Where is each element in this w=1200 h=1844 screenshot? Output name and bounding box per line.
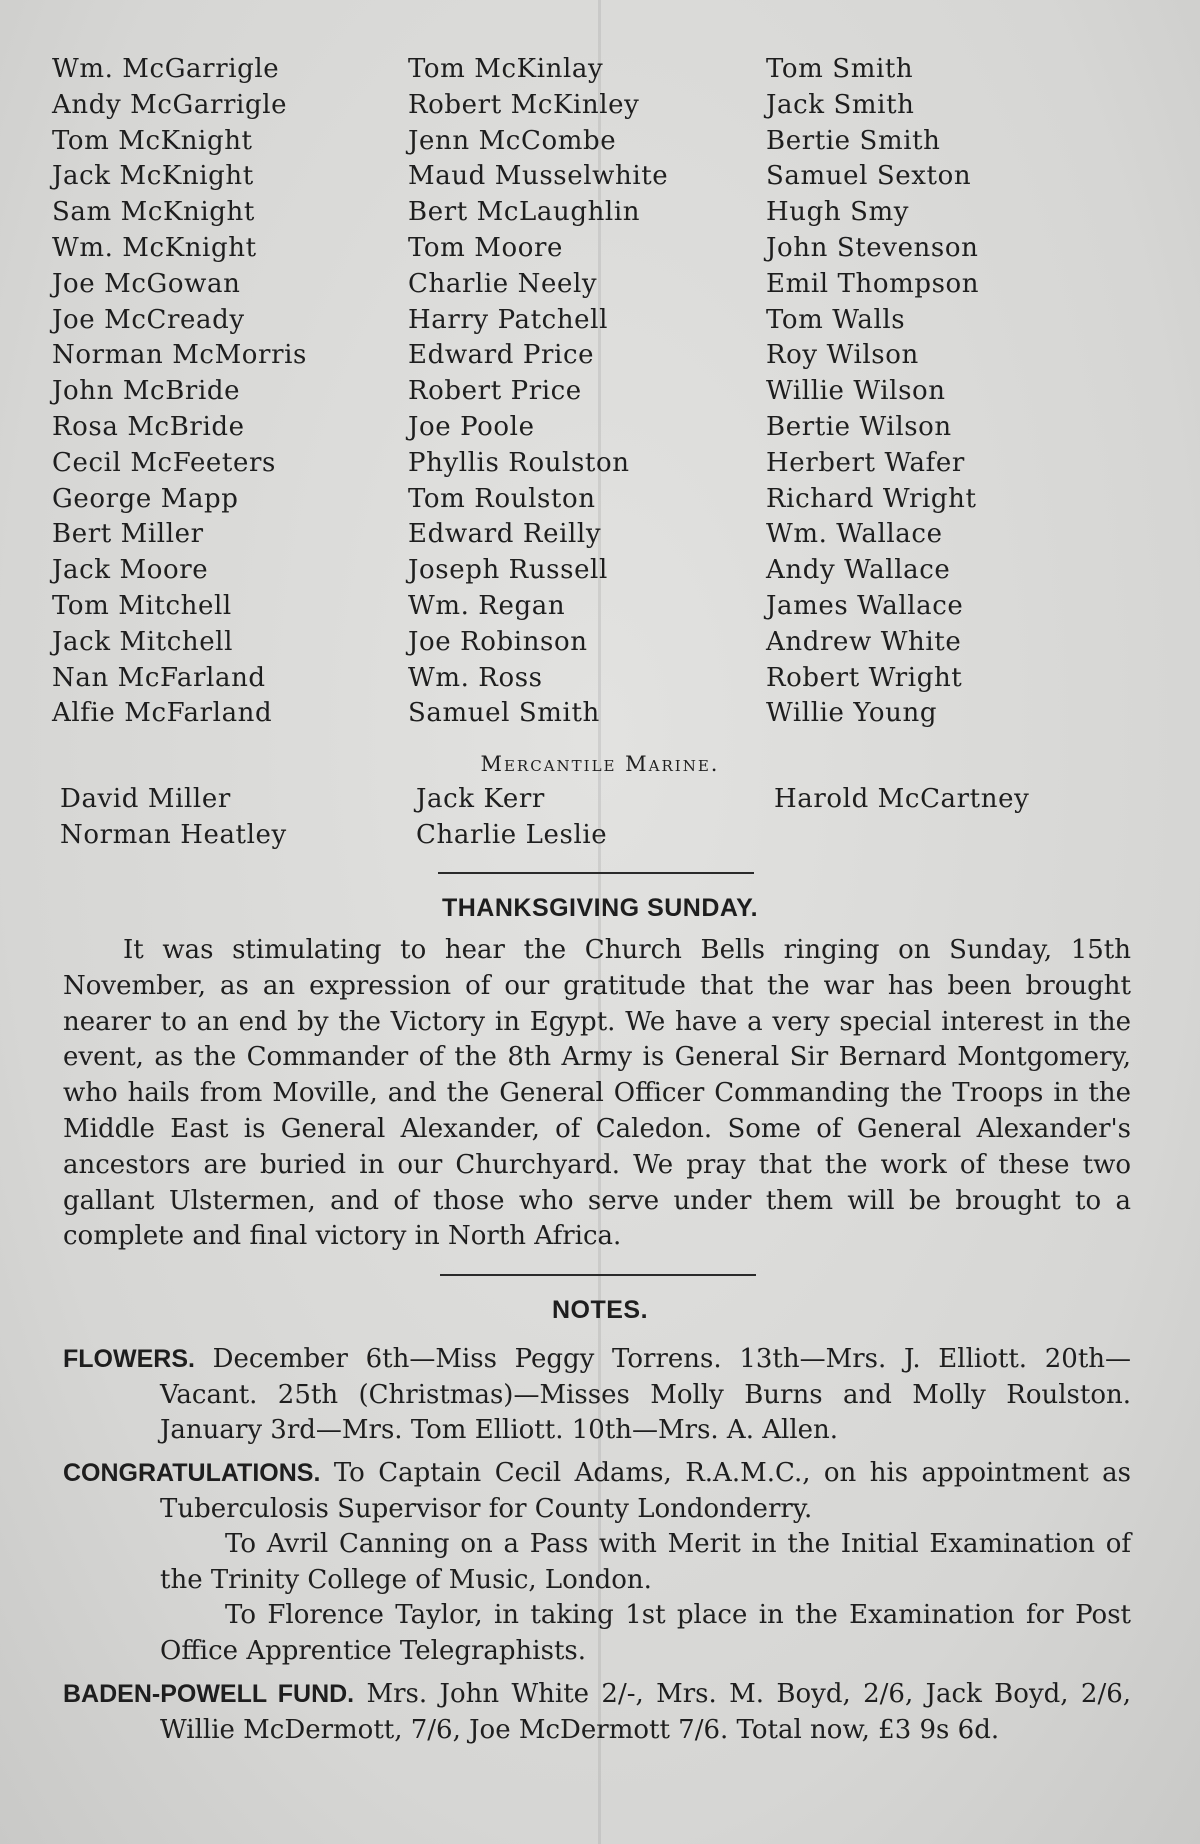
name-entry: Tom Mitchell xyxy=(52,590,232,621)
name-entry: Tom McKinlay xyxy=(408,54,604,84)
name-entry: Phyllis Roulston xyxy=(408,447,630,478)
name-entry: Jack Kerr xyxy=(416,784,545,814)
roll-of-names xyxy=(52,52,1152,732)
name-entry: David Miller xyxy=(60,784,231,814)
name-entry: Alfie McFarland xyxy=(52,698,273,729)
name-entry: Sam McKnight xyxy=(52,197,255,228)
names-column-1 xyxy=(52,52,408,732)
mercantile-marine-heading: Mercantile Marine. xyxy=(480,752,720,776)
name-entry: Jenn McCombe xyxy=(408,125,617,156)
name-entry: Emil Thompson xyxy=(766,268,980,299)
name-entry: Jack Smith xyxy=(766,89,915,120)
mercantile-column-1 xyxy=(60,782,416,854)
name-entry: Bert Miller xyxy=(52,519,204,550)
thanksgiving-paragraph xyxy=(63,933,1131,1255)
note-congratulations-2: To Avril Canning on a Pass with Merit in the Initial Examination of the Trinity College of Music, London. xyxy=(160,1529,1131,1595)
name-entry: Hugh Smy xyxy=(766,197,910,228)
note-flowers-text: December 6th—Miss Peggy Torrens. 13th—Mrs. J. Elliott. 20th—Vacant. 25th (Christmas)—Misses Molly Burns and Molly Roulston. January 3rd—Mrs. Tom Elliott. 10th—Mrs. A. Allen. xyxy=(160,1344,1132,1445)
names-column-3 xyxy=(766,52,1146,732)
name-entry: Norman McMorris xyxy=(52,340,307,371)
thanksgiving-body: It was stimulating to hear the Church Bells ringing on Sunday, 15th November, as an expression of our gratitude that the war has been brought nearer to an end by the Victory in Egypt. We have a very special interest in the event, as the Commander of the 8th Army is General Sir Bernard Montgomery, who hails from Moville, and the General Officer Commanding the Troops in the Middle East is General Alexander, of Caledon. Some of General Alexander's ancestors are buried in our Churchyard. We pray that the work of these two gallant Ulstermen, and of those who serve under them will be brought to a complete and final victory in North Africa. xyxy=(63,935,1131,1252)
name-entry: Joe Robinson xyxy=(408,626,588,657)
mercantile-column-2 xyxy=(416,782,774,854)
name-entry: Andrew White xyxy=(766,626,962,657)
name-entry: Charlie Leslie xyxy=(416,819,608,850)
name-entry: Jack McKnight xyxy=(52,161,254,192)
name-entry: Harry Patchell xyxy=(408,304,608,335)
name-entry: Wm. McGarrigle xyxy=(52,54,280,84)
note-flowers-label: FLOWERS. xyxy=(63,1345,195,1373)
notes-heading: NOTES. xyxy=(551,1296,649,1324)
name-entry: Robert Wright xyxy=(766,662,963,693)
name-entry: Samuel Smith xyxy=(408,698,600,729)
note-congratulations-label: CONGRATULATIONS. xyxy=(63,1459,321,1487)
name-entry: Samuel Sexton xyxy=(766,161,972,192)
name-entry: James Wallace xyxy=(766,590,964,621)
thanksgiving-heading: THANKSGIVING SUNDAY. xyxy=(441,894,759,922)
name-entry: Edward Price xyxy=(408,340,595,371)
name-entry: Tom Smith xyxy=(766,54,914,84)
name-entry: Joe McCready xyxy=(52,304,245,335)
name-entry: Wm. Regan xyxy=(408,590,566,621)
name-entry: Cecil McFeeters xyxy=(52,447,276,478)
name-entry: Robert Price xyxy=(408,376,582,407)
note-congratulations xyxy=(63,1456,1131,1527)
name-entry: Richard Wright xyxy=(766,483,977,514)
name-entry: Herbert Wafer xyxy=(766,447,965,478)
note-baden-powell-fund xyxy=(63,1677,1131,1748)
name-entry: Robert McKinley xyxy=(408,89,640,120)
name-entry: Rosa McBride xyxy=(52,411,245,442)
note-congratulations-text: To Captain Cecil Adams, R.A.M.C., on his appointment as Tuberculosis Supervisor for County Londonderry. xyxy=(160,1458,1131,1524)
name-entry: George Mapp xyxy=(52,483,239,514)
divider-rule xyxy=(440,1274,756,1276)
note-baden-powell-label: BADEN-POWELL FUND. xyxy=(63,1680,355,1708)
name-entry: Tom Moore xyxy=(408,232,564,263)
note-baden-powell-text: Mrs. John White 2/-, Mrs. M. Boyd, 2/6, Jack Boyd, 2/6, Willie McDermott, 7/6, Joe McDermott 7/6. Total now, £3 9s 6d. xyxy=(160,1679,1132,1745)
name-entry: Joseph Russell xyxy=(408,555,608,586)
name-entry: Edward Reilly xyxy=(408,519,602,550)
name-entry: Tom Walls xyxy=(766,304,906,335)
name-entry: Charlie Neely xyxy=(408,268,598,299)
name-entry: Willie Wilson xyxy=(766,376,946,407)
name-entry: Wm. Ross xyxy=(408,662,543,693)
name-entry: Jack Mitchell xyxy=(52,626,234,657)
name-entry: Wm. Wallace xyxy=(766,519,943,550)
name-entry: Tom McKnight xyxy=(52,125,253,156)
name-entry: Jack Moore xyxy=(52,555,209,586)
note-congratulations-3: To Florence Taylor, in taking 1st place in the Examination for Post Office Apprentice Telegraphists. xyxy=(160,1600,1131,1666)
name-entry: Roy Wilson xyxy=(766,340,919,371)
name-entry: Andy Wallace xyxy=(766,555,951,586)
names-column-2 xyxy=(408,52,766,732)
divider-rule xyxy=(438,872,754,874)
name-entry: Harold McCartney xyxy=(774,784,1030,814)
name-entry: Andy McGarrigle xyxy=(52,89,288,120)
name-entry: Nan McFarland xyxy=(52,662,266,693)
name-entry: Willie Young xyxy=(766,698,938,729)
name-entry: Maud Musselwhite xyxy=(408,161,669,192)
name-entry: Wm. McKnight xyxy=(52,232,257,263)
note-flowers xyxy=(63,1342,1131,1449)
name-entry: Norman Heatley xyxy=(60,819,287,850)
name-entry: Tom Roulston xyxy=(408,483,596,514)
name-entry: John McBride xyxy=(52,376,241,407)
name-entry: John Stevenson xyxy=(766,232,979,263)
name-entry: Joe Poole xyxy=(408,411,535,442)
name-entry: Bertie Smith xyxy=(766,125,941,156)
name-entry: Bertie Wilson xyxy=(766,411,952,442)
mercantile-column-3 xyxy=(774,782,1154,854)
name-entry: Bert McLaughlin xyxy=(408,197,641,228)
mercantile-marine-names xyxy=(60,782,1160,854)
name-entry: Joe McGowan xyxy=(52,268,241,299)
